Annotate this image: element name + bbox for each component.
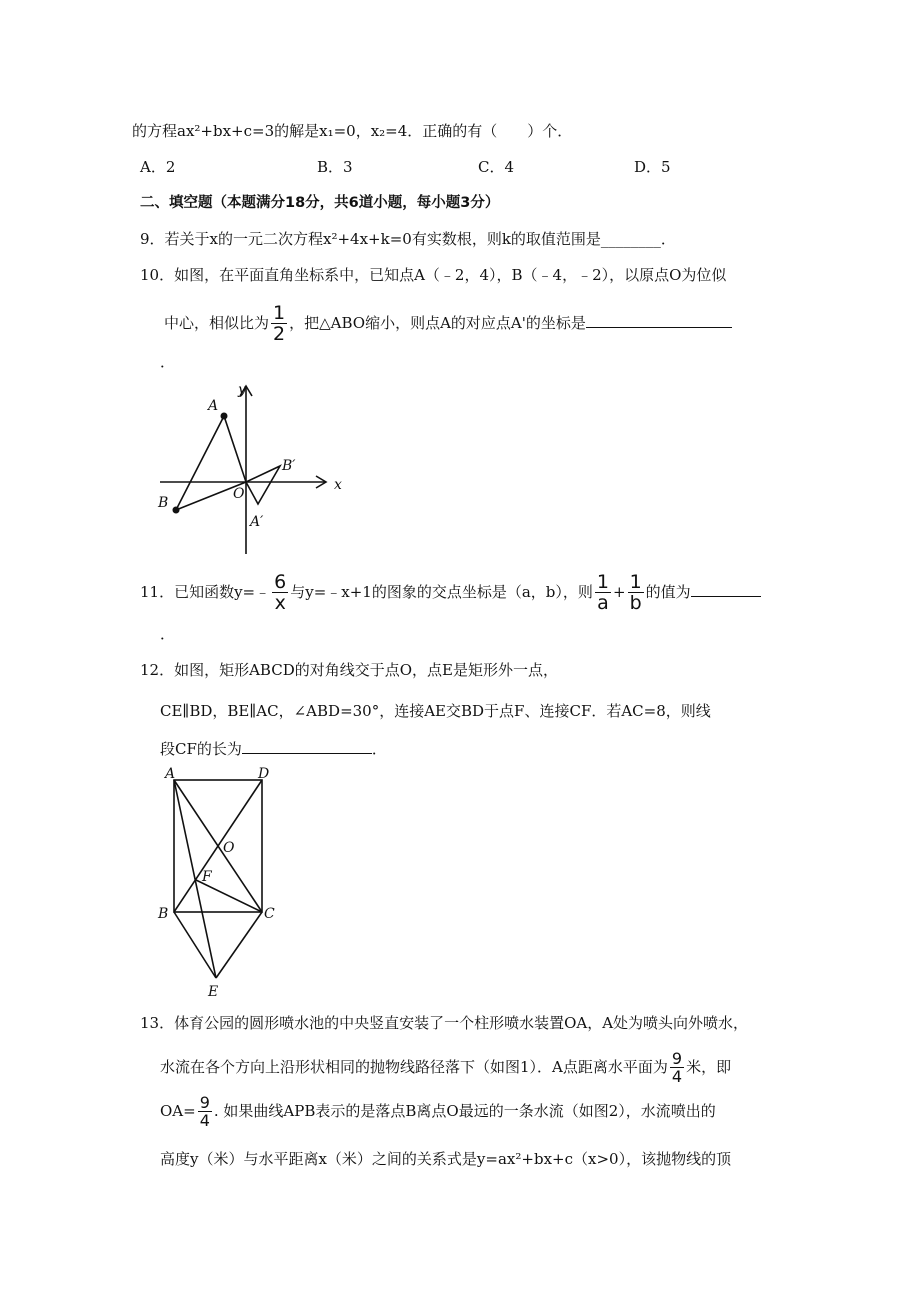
q11-plus: + (613, 583, 626, 601)
label-a: A (165, 766, 176, 782)
q13-oa-den: 4 (199, 1111, 210, 1130)
label-o: O (233, 486, 245, 502)
q11-mid: 与y=﹣x+1的图象的交点坐标是（a，b），则 (290, 583, 593, 601)
label-o: O (223, 840, 235, 856)
q13-oa-num: 9 (199, 1093, 210, 1112)
q11-fraction-1-over-b (628, 573, 644, 613)
q11-fraction-1-over-a (595, 573, 611, 613)
label-y: y (238, 382, 246, 398)
q10-ratio-den: 2 (273, 323, 286, 345)
q13-line1: 13．体育公园的圆形喷水池的中央竖直安装了一个柱形喷水装置OA，A处为喷头向外喷水， (140, 1014, 749, 1032)
q10-ratio-num: 1 (273, 302, 286, 324)
q8-option-d: D．5 (634, 158, 671, 176)
point-b (173, 507, 180, 514)
label-f: F (202, 869, 212, 885)
q12-rectangle-figure (150, 762, 290, 1000)
q8-tail-text: 的方程ax²+bx+c=3的解是x₁=0，x₂=4．正确的有（ ）个． (132, 122, 573, 140)
label-b: B (158, 906, 169, 922)
label-b-prime: B′ (282, 458, 296, 474)
label-c: C (264, 906, 275, 922)
label-x: x (334, 477, 342, 493)
q10-coordinate-figure (150, 376, 360, 561)
q11-f1-den: x (272, 592, 288, 613)
q13-height-fraction (670, 1051, 684, 1085)
q13-line2 (160, 1047, 731, 1087)
q11-line1 (140, 572, 761, 613)
q13-line3-post: . 如果曲线APB表示的是落点B离点O最远的一条水流（如图2），水流喷出的 (213, 1102, 716, 1120)
q11-line2: ． (160, 625, 176, 643)
label-b: B (158, 495, 169, 511)
label-a-prime: A′ (250, 514, 264, 530)
q13-line3-pre: OA= (160, 1102, 196, 1120)
q11-f2-num: 1 (596, 571, 609, 593)
section-heading: 二、填空题（本题满分18分，共6道小题，每小题3分） (140, 195, 500, 211)
segment-ce (216, 912, 262, 978)
q8-option-a: A．2 (140, 158, 176, 176)
q12-line3-pre: 段CF的长为 (160, 740, 242, 758)
q11-post: 的值为 (645, 583, 691, 601)
q10-ratio-fraction (271, 304, 287, 344)
q11-f2-den: a (595, 592, 611, 613)
q12-line1: 12．如图，矩形ABCD的对角线交于点O，点E是矩形外一点， (140, 661, 558, 679)
q13-oa-fraction (198, 1095, 212, 1129)
q11-answer-blank (691, 580, 761, 597)
q8-option-c: C．4 (478, 158, 515, 176)
q13-h-den: 4 (671, 1067, 683, 1086)
q11-fraction-6-over-x (272, 573, 288, 613)
q9-text: 9．若关于x的一元二次方程x²+4x+k=0有实数根，则k的取值范围是________． (140, 230, 676, 248)
q11-pre: 11．已知函数y=﹣ (140, 583, 271, 601)
label-e: E (208, 984, 219, 1000)
q12-line3 (160, 737, 387, 759)
q13-line2-pre: 水流在各个方向上沿形状相同的抛物线路径落下（如图1）．A点距离水平面为 (160, 1058, 668, 1076)
q13-h-num: 9 (671, 1049, 683, 1068)
q11-f3-den: b (628, 592, 644, 613)
q13-line2-post: 米，即 (686, 1058, 732, 1076)
triangle-apbpo (246, 466, 280, 504)
q10-line1: 10．如图，在平面直角坐标系中，已知点A（﹣2，4），B（﹣4，﹣2），以原点O为位似 (140, 266, 727, 284)
q13-line4: 高度y（米）与水平距离x（米）之间的关系式是y=ax²+bx+c（x>0），该抛物线的顶 (160, 1150, 732, 1168)
q12-answer-blank (242, 737, 372, 754)
q11-f1-num: 6 (274, 571, 287, 593)
q11-f3-num: 1 (629, 571, 642, 593)
q10-line2 (164, 303, 732, 344)
point-a (221, 413, 228, 420)
q10-line2-post: ，把△ABO缩小，则点A的对应点A'的坐标是 (289, 314, 586, 332)
q10-line2-pre: 中心，相似比为 (164, 314, 270, 332)
q10-line3: ． (160, 353, 176, 371)
q12-line2: CE∥BD，BE∥AC，∠ABD=30°，连接AE交BD于点F、连接CF．若AC=8，则线 (160, 702, 711, 720)
q13-line3 (160, 1091, 716, 1131)
q8-option-b: B．3 (317, 158, 353, 176)
label-a: A (208, 398, 219, 414)
label-d: D (258, 766, 270, 782)
q12-line3-post: ． (371, 740, 387, 758)
q10-answer-blank (586, 311, 732, 328)
